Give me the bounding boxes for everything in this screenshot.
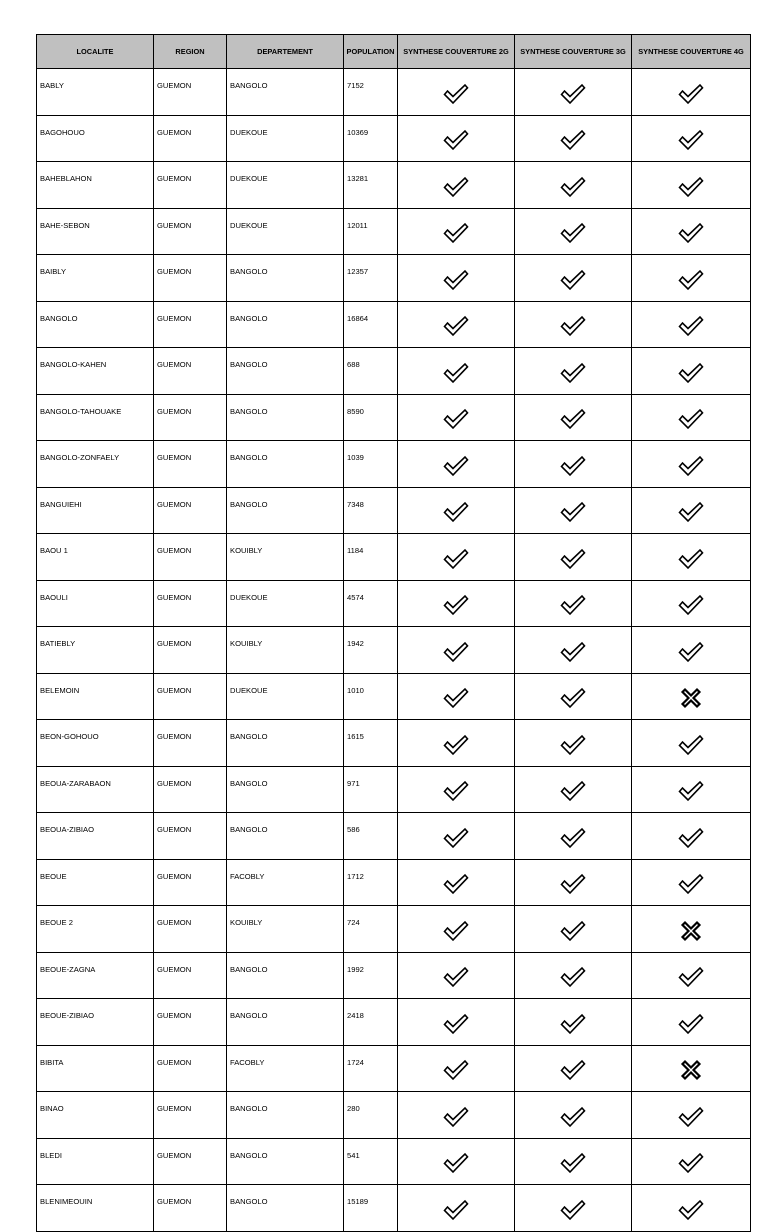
coverage-2g-cell [398,673,515,720]
region-cell: GUEMON [154,952,227,999]
departement-cell: BANGOLO [227,813,344,860]
check-icon [443,176,469,198]
check-icon [678,269,704,291]
table-row [37,627,751,674]
coverage-3g-cell [515,301,632,348]
check-icon [443,687,469,709]
departement-cell: BANGOLO [227,720,344,767]
localite-cell: BEOUE [37,859,154,906]
coverage-3g-cell [515,999,632,1046]
check-icon [678,966,704,988]
check-icon [443,920,469,942]
check-icon [560,129,586,151]
localite-cell: BAGOHOUO [37,115,154,162]
check-icon [678,455,704,477]
coverage-3g-cell [515,859,632,906]
header-coverage-2g: SYNTHESE COUVERTURE 2G [398,35,515,69]
coverage-4g-cell [632,952,751,999]
coverage-4g-cell [632,673,751,720]
departement-cell: BANGOLO [227,348,344,395]
localite-cell: BINAO [37,1092,154,1139]
coverage-3g-cell [515,813,632,860]
coverage-3g-cell [515,255,632,302]
check-icon [678,83,704,105]
header-coverage-4g: SYNTHESE COUVERTURE 4G [632,35,751,69]
table-row [37,69,751,116]
population-cell: 1724 [344,1045,398,1092]
check-icon [678,1106,704,1128]
region-cell: GUEMON [154,348,227,395]
table-row [37,720,751,767]
region-cell: GUEMON [154,859,227,906]
localite-cell: BIBITA [37,1045,154,1092]
localite-cell: BAIBLY [37,255,154,302]
localite-cell: BAHE-SEBON [37,208,154,255]
check-icon [443,408,469,430]
table-row [37,859,751,906]
coverage-2g-cell [398,487,515,534]
localite-cell: BATIEBLY [37,627,154,674]
departement-cell: BANGOLO [227,952,344,999]
check-icon [443,269,469,291]
check-icon [443,780,469,802]
check-icon [678,1152,704,1174]
check-icon [560,873,586,895]
region-cell: GUEMON [154,906,227,953]
coverage-2g-cell [398,208,515,255]
departement-cell: BANGOLO [227,394,344,441]
population-cell: 586 [344,813,398,860]
localite-cell: BANGOLO [37,301,154,348]
departement-cell: BANGOLO [227,766,344,813]
coverage-2g-cell [398,1092,515,1139]
localite-cell: BLENIMEOUIN [37,1185,154,1232]
coverage-4g-cell [632,627,751,674]
region-cell: GUEMON [154,301,227,348]
departement-cell: DUEKOUE [227,162,344,209]
departement-cell: KOUIBLY [227,627,344,674]
check-icon [443,1059,469,1081]
coverage-3g-cell [515,441,632,488]
coverage-2g-cell [398,813,515,860]
region-cell: GUEMON [154,720,227,767]
coverage-2g-cell [398,999,515,1046]
table-row [37,813,751,860]
check-icon [560,455,586,477]
coverage-4g-cell [632,906,751,953]
localite-cell: BANGOLO-ZONFAELY [37,441,154,488]
population-cell: 15189 [344,1185,398,1232]
table-row [37,301,751,348]
coverage-2g-cell [398,859,515,906]
coverage-4g-cell [632,1138,751,1185]
table-row [37,115,751,162]
coverage-4g-cell [632,301,751,348]
departement-cell: BANGOLO [227,1185,344,1232]
coverage-2g-cell [398,580,515,627]
departement-cell: DUEKOUE [227,115,344,162]
coverage-2g-cell [398,301,515,348]
localite-cell: BANGOLO-KAHEN [37,348,154,395]
check-icon [443,83,469,105]
table-row [37,1092,751,1139]
check-icon [560,734,586,756]
header-row [37,35,751,69]
table-row [37,673,751,720]
localite-cell: BLEDI [37,1138,154,1185]
coverage-2g-cell [398,952,515,999]
table-row [37,441,751,488]
coverage-3g-cell [515,766,632,813]
check-icon [678,594,704,616]
check-icon [560,83,586,105]
region-cell: GUEMON [154,69,227,116]
population-cell: 7348 [344,487,398,534]
coverage-2g-cell [398,906,515,953]
population-cell: 8590 [344,394,398,441]
population-cell: 724 [344,906,398,953]
population-cell: 2418 [344,999,398,1046]
departement-cell: BANGOLO [227,69,344,116]
departement-cell: BANGOLO [227,1092,344,1139]
coverage-2g-cell [398,766,515,813]
coverage-3g-cell [515,1185,632,1232]
departement-cell: BANGOLO [227,441,344,488]
population-cell: 1992 [344,952,398,999]
coverage-4g-cell [632,348,751,395]
table-row [37,1045,751,1092]
population-cell: 1039 [344,441,398,488]
departement-cell: DUEKOUE [227,208,344,255]
population-cell: 1010 [344,673,398,720]
coverage-4g-cell [632,534,751,581]
check-icon [443,873,469,895]
coverage-2g-cell [398,162,515,209]
region-cell: GUEMON [154,673,227,720]
localite-cell: BEOUE-ZIBIAO [37,999,154,1046]
check-icon [560,501,586,523]
region-cell: GUEMON [154,766,227,813]
coverage-2g-cell [398,69,515,116]
check-icon [560,408,586,430]
check-icon [678,827,704,849]
coverage-3g-cell [515,348,632,395]
coverage-4g-cell [632,1045,751,1092]
check-icon [678,780,704,802]
check-icon [678,1199,704,1221]
departement-cell: BANGOLO [227,487,344,534]
coverage-4g-cell [632,394,751,441]
check-icon [560,1059,586,1081]
table-row [37,534,751,581]
coverage-4g-cell [632,208,751,255]
table-row [37,348,751,395]
population-cell: 12011 [344,208,398,255]
departement-cell: KOUIBLY [227,906,344,953]
check-icon [560,920,586,942]
check-icon [443,548,469,570]
check-icon [443,1106,469,1128]
coverage-3g-cell [515,1092,632,1139]
header-departement: DEPARTEMENT [227,35,344,69]
coverage-3g-cell [515,1045,632,1092]
check-icon [560,594,586,616]
region-cell: GUEMON [154,1045,227,1092]
region-cell: GUEMON [154,208,227,255]
cross-icon [678,1059,704,1081]
localite-cell: BANGOLO-TAHOUAKE [37,394,154,441]
check-icon [560,966,586,988]
coverage-2g-cell [398,115,515,162]
table-row [37,255,751,302]
coverage-4g-cell [632,720,751,767]
cross-icon [678,687,704,709]
departement-cell: BANGOLO [227,999,344,1046]
region-cell: GUEMON [154,1092,227,1139]
table-row [37,1138,751,1185]
check-icon [678,222,704,244]
localite-cell: BEOUE 2 [37,906,154,953]
check-icon [560,687,586,709]
coverage-2g-cell [398,441,515,488]
check-icon [678,129,704,151]
coverage-4g-cell [632,162,751,209]
region-cell: GUEMON [154,255,227,302]
coverage-3g-cell [515,1138,632,1185]
check-icon [560,548,586,570]
check-icon [443,362,469,384]
localite-cell: BAOULI [37,580,154,627]
table-row [37,1185,751,1232]
check-icon [443,315,469,337]
departement-cell: FACOBLY [227,859,344,906]
region-cell: GUEMON [154,999,227,1046]
departement-cell: BANGOLO [227,1138,344,1185]
region-cell: GUEMON [154,1185,227,1232]
population-cell: 16864 [344,301,398,348]
localite-cell: BAHEBLAHON [37,162,154,209]
coverage-2g-cell [398,1045,515,1092]
region-cell: GUEMON [154,1138,227,1185]
check-icon [443,222,469,244]
check-icon [443,594,469,616]
table-row [37,580,751,627]
departement-cell: KOUIBLY [227,534,344,581]
departement-cell: DUEKOUE [227,580,344,627]
check-icon [678,408,704,430]
coverage-4g-cell [632,441,751,488]
coverage-table [36,34,751,1232]
coverage-4g-cell [632,580,751,627]
check-icon [560,1106,586,1128]
region-cell: GUEMON [154,394,227,441]
coverage-4g-cell [632,859,751,906]
departement-cell: FACOBLY [227,1045,344,1092]
check-icon [560,362,586,384]
region-cell: GUEMON [154,487,227,534]
check-icon [560,176,586,198]
check-icon [443,1152,469,1174]
check-icon [560,1152,586,1174]
header-population: POPULATION [344,35,398,69]
check-icon [443,1199,469,1221]
coverage-2g-cell [398,534,515,581]
localite-cell: BELEMOIN [37,673,154,720]
coverage-4g-cell [632,1092,751,1139]
check-icon [443,641,469,663]
coverage-4g-cell [632,766,751,813]
check-icon [678,873,704,895]
table-row [37,766,751,813]
coverage-3g-cell [515,906,632,953]
population-cell: 1942 [344,627,398,674]
localite-cell: BABLY [37,69,154,116]
departement-cell: DUEKOUE [227,673,344,720]
check-icon [560,1199,586,1221]
coverage-3g-cell [515,162,632,209]
region-cell: GUEMON [154,580,227,627]
region-cell: GUEMON [154,441,227,488]
check-icon [443,501,469,523]
check-icon [678,362,704,384]
check-icon [443,455,469,477]
coverage-4g-cell [632,69,751,116]
population-cell: 13281 [344,162,398,209]
region-cell: GUEMON [154,813,227,860]
population-cell: 688 [344,348,398,395]
header-coverage-3g: SYNTHESE COUVERTURE 3G [515,35,632,69]
table-row [37,999,751,1046]
coverage-3g-cell [515,487,632,534]
coverage-2g-cell [398,627,515,674]
localite-cell: BEOUA-ZIBIAO [37,813,154,860]
check-icon [678,548,704,570]
population-cell: 971 [344,766,398,813]
coverage-3g-cell [515,627,632,674]
coverage-4g-cell [632,1185,751,1232]
coverage-3g-cell [515,115,632,162]
check-icon [560,780,586,802]
check-icon [560,315,586,337]
check-icon [560,641,586,663]
check-icon [560,269,586,291]
localite-cell: BAOU 1 [37,534,154,581]
population-cell: 1184 [344,534,398,581]
table-row [37,208,751,255]
check-icon [443,734,469,756]
coverage-4g-cell [632,115,751,162]
check-icon [678,501,704,523]
header-region: REGION [154,35,227,69]
departement-cell: BANGOLO [227,301,344,348]
localite-cell: BEON-GOHOUO [37,720,154,767]
check-icon [678,315,704,337]
coverage-2g-cell [398,720,515,767]
coverage-4g-cell [632,255,751,302]
coverage-3g-cell [515,69,632,116]
coverage-2g-cell [398,348,515,395]
table-row [37,162,751,209]
cross-icon [678,920,704,942]
table-row [37,394,751,441]
coverage-4g-cell [632,813,751,860]
localite-cell: BEOUA-ZARABAON [37,766,154,813]
coverage-3g-cell [515,580,632,627]
coverage-3g-cell [515,673,632,720]
coverage-4g-cell [632,999,751,1046]
coverage-2g-cell [398,1185,515,1232]
region-cell: GUEMON [154,162,227,209]
check-icon [443,966,469,988]
region-cell: GUEMON [154,534,227,581]
header-localite: LOCALITE [37,35,154,69]
check-icon [678,734,704,756]
check-icon [678,176,704,198]
population-cell: 1615 [344,720,398,767]
region-cell: GUEMON [154,627,227,674]
check-icon [560,222,586,244]
coverage-3g-cell [515,394,632,441]
departement-cell: BANGOLO [227,255,344,302]
population-cell: 1712 [344,859,398,906]
check-icon [443,827,469,849]
table-row [37,487,751,534]
check-icon [560,827,586,849]
coverage-2g-cell [398,1138,515,1185]
check-icon [443,129,469,151]
coverage-2g-cell [398,394,515,441]
check-icon [678,641,704,663]
coverage-3g-cell [515,208,632,255]
localite-cell: BANGUIEHI [37,487,154,534]
table-row [37,952,751,999]
coverage-3g-cell [515,720,632,767]
coverage-2g-cell [398,255,515,302]
population-cell: 4574 [344,580,398,627]
table-body [37,69,751,1232]
localite-cell: BEOUE-ZAGNA [37,952,154,999]
population-cell: 7152 [344,69,398,116]
coverage-3g-cell [515,534,632,581]
population-cell: 541 [344,1138,398,1185]
coverage-4g-cell [632,487,751,534]
population-cell: 280 [344,1092,398,1139]
table-row [37,906,751,953]
population-cell: 10369 [344,115,398,162]
region-cell: GUEMON [154,115,227,162]
coverage-3g-cell [515,952,632,999]
population-cell: 12357 [344,255,398,302]
